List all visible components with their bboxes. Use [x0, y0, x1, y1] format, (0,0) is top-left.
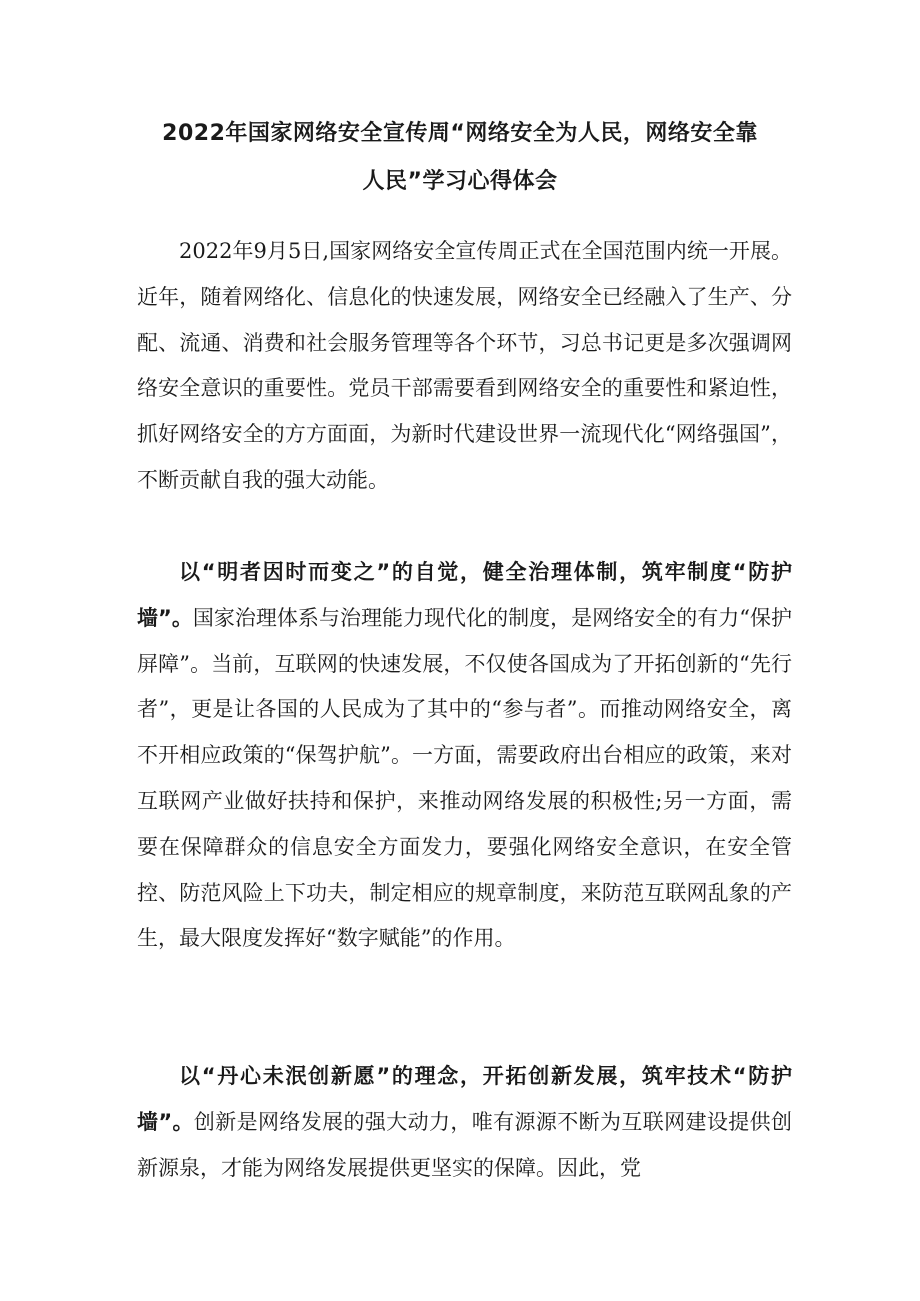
paragraph-1: [137, 229, 792, 504]
paragraph-1-text: 2022年9月5日,国家网络安全宣传周正式在全国范围内统一开展。近年，随着网络化、信息化的快速发展，网络安全已经融入了生产、分配、流通、消费和社会服务管理等各个环节，习总书记更是多次强调网络安全意识的重要性。党员干部需要看到网络安全的重要性和紧迫性，抓好网络安全的方方面面，为新时代建设世界一流现代化“网络强国”，不断贡献自我的强大动能。: [137, 239, 792, 492]
paragraph-3-lead: 以“丹心未泯创新愿”的理念，开拓创新发展，筑牢技术“防护墙”。: [137, 1064, 792, 1134]
paragraph-3-text: 创新是网络发展的强大动力，唯有源源不断为互联网建设提供创新源泉，才能为网络发展提供更坚实的保障。因此，党: [137, 1109, 792, 1180]
document-title-line-2: 人民”学习心得体会: [362, 169, 558, 194]
paragraph-2-text: 国家治理体系与治理能力现代化的制度，是网络安全的有力“保护屏障”。当前，互联网的快速发展，不仅使各国成为了开拓创新的“先行者”，更是让各国的人民成为了其中的“参与者”。而推动网络安全，离不开相应政策的“保驾护航”。一方面，需要政府出台相应的政策，来对互联网产业做好扶持和保护，来推动网络发展的积极性;另一方面，需要在保障群众的信息安全方面发力，要强化网络安全意识，在安全管控、防范风险上下功夫，制定相应的规章制度，来防范互联网乱象的产生，最大限度发挥好“数字赋能”的作用。: [137, 605, 793, 951]
paragraph-3: [137, 1054, 792, 1191]
document-title-line-1: 2022年国家网络安全宣传周“网络安全为人民，网络安全靠: [162, 121, 758, 146]
paragraph-2: [137, 550, 792, 962]
paragraph-2-lead: 以“明者因时而变之”的自觉，健全治理体制，筑牢制度“防护墙”。: [137, 560, 792, 630]
